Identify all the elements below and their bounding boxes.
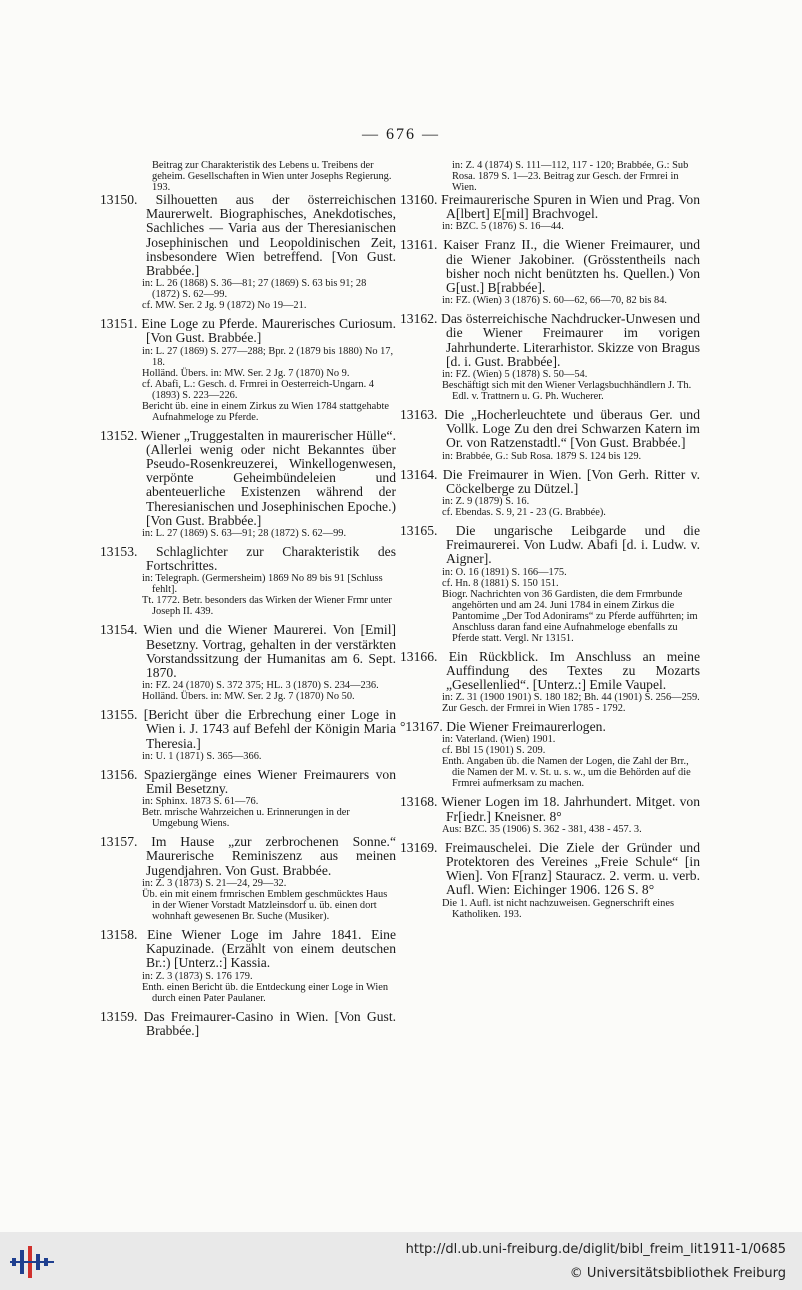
right-entries xyxy=(400,193,700,920)
bibliography-entry xyxy=(400,193,700,232)
entry-note: in: FZ. (Wien) 3 (1876) S. 60—62, 66—70, 82 bis 84. xyxy=(442,295,667,307)
entry-note: Tt. 1772. Betr. besonders das Wirken der Wiener Frmr unter Joseph II. 439. xyxy=(142,595,392,618)
bibliography-entry xyxy=(400,408,700,462)
left-intro: Beitrag zur Charakteristik des Lebens u. Treibens der geheim. Gesellschaften in Wien unter Josephs Regierung. 193. xyxy=(152,160,392,193)
entry-note: in: U. 1 (1871) S. 365—366. xyxy=(142,750,262,762)
entry-note: in: FZ. (Wien) 5 (1878) S. 50—54. xyxy=(442,369,588,381)
bibliography-entry xyxy=(400,720,700,789)
ub-freiburg-logo-icon xyxy=(10,1244,54,1280)
bibliography-entry xyxy=(100,928,396,1004)
entry-note: Enth. einen Bericht üb. die Entdeckung einer Loge in Wien durch einen Pater Paulaner. xyxy=(142,981,389,1004)
bibliography-entry xyxy=(100,1010,396,1038)
bibliography-entry xyxy=(100,835,396,922)
bibliography-entry xyxy=(100,545,396,617)
right-intro: in: Z. 4 (1874) S. 111—112, 117 - 120; Brabbée, G.: Sub Rosa. 1879 S. 1—23. Beitrag zur Gesch. der Frmrei in Wien. xyxy=(452,160,689,193)
bibliography-entry xyxy=(100,429,396,539)
entry-note: cf. Ebendas. S. 9, 21 - 23 (G. Brabbée). xyxy=(442,507,606,519)
copyright-notice: © Universitätsbibliothek Freiburg xyxy=(569,1266,786,1281)
entry-note: in: Brabbée, G.: Sub Rosa. 1879 S. 124 bis 129. xyxy=(442,450,642,462)
entry-note: Aus: BZC. 35 (1906) S. 362 - 381, 438 - 457. 3. xyxy=(442,823,642,835)
bibliography-entry xyxy=(400,468,700,518)
entry-note: in: Z. 31 (1900 1901) S. 180 182; Bh. 44 (1901) S. 256—259. xyxy=(442,692,700,704)
entry-note: cf. Abafi, L.: Gesch. d. Frmrei in Oesterreich-Ungarn. 4 (1893) S. 223—226. xyxy=(142,378,374,401)
left-entries xyxy=(100,193,396,1038)
entry-heading: 13152. Wiener „Truggestalten in maurerischer Hülle“. (Allerlei wenig oder nicht Bekanntes über Pseudo-Rosenkreuzerei, Winkellogenwesen, verpönte Geheimbündeleien und abenteuerliche Existenzen während der Theresianischen und Josephinischen Epoche.) [Von Gust. Brabbée.] xyxy=(100,427,396,528)
entry-note: in: L. 27 (1869) S. 63—91; 28 (1872) S. 62—99. xyxy=(142,528,347,540)
entry-note: in: Telegraph. (Germersheim) 1869 No 89 bis 91 [Schluss fehlt]. xyxy=(142,573,383,596)
entry-heading: 13166. Ein Rückblick. Im Anschluss an meine Auffindung des Textes zu Mozarts „Gesellenlied“. [Unterz.:] Emile Vaupel. xyxy=(400,648,700,693)
entry-note: cf. Hn. 8 (1881) S. 150 151. xyxy=(442,577,559,589)
entry-heading: 13156. Spaziergänge eines Wiener Freimaurers von Emil Besetzny. xyxy=(100,766,396,797)
entry-heading: 13162. Das österreichische Nachdrucker-Unwesen und die Wiener Freimaurer im vorigen Jahrhunderte. Literarhistor. Skizze von Bragus [d. i. Gust. Brabbée]. xyxy=(400,311,700,369)
entry-heading: 13159. Das Freimaurer-Casino in Wien. [Von Gust. Brabbée.] xyxy=(100,1008,396,1038)
bibliography-entry xyxy=(400,238,700,306)
entry-heading: 13161. Kaiser Franz II., die Wiener Freimaurer, und die Wiener Jakobiner. (Grösstentheils nach bisher noch nicht benützten hs. Quellen.) Von G[ust.] B[rabbée]. xyxy=(400,237,700,296)
bibliography-entry xyxy=(100,768,396,829)
bibliography-entry xyxy=(100,623,396,702)
entry-heading: 13169. Freimauschelei. Die Ziele der Gründer und Protektoren des Vereines „Freie Schule“ [in Wien]. Von F[ranz] Stauracz. 2. verm. u. verb. Aufl. Wien: Eichinger 1906. 126 S. 8° xyxy=(400,839,700,898)
entry-note: cf. MW. Ser. 2 Jg. 9 (1872) No 19—21. xyxy=(142,300,307,312)
page-number: — 676 — xyxy=(362,126,440,143)
entry-note: in: Z. 9 (1879) S. 16. xyxy=(442,496,530,508)
entry-heading: 13160. Freimaurerische Spuren in Wien und Prag. Von A[lbert] E[mil] Brachvogel. xyxy=(400,192,700,222)
entry-heading: 13158. Eine Wiener Loge im Jahre 1841. Eine Kapuzinade. (Erzählt von einem deutschen Br.:) [Unterz.:] Kassia. xyxy=(100,926,396,971)
bibliography-entry xyxy=(100,317,396,422)
entry-note: in: Z. 3 (1873) S. 176 179. xyxy=(142,970,253,982)
bibliography-entry xyxy=(400,524,700,644)
entry-note: cf. Bbl 15 (1901) S. 209. xyxy=(442,745,546,757)
entry-heading: 13164. Die Freimaurer in Wien. [Von Gerh. Ritter v. Cöckelberge zu Dützel.] xyxy=(400,466,700,496)
entry-note: in: Sphinx. 1873 S. 61—76. xyxy=(142,796,259,808)
entry-heading: 13165. Die ungarische Leibgarde und die Freimaurerei. Von Ludw. Abafi [d. i. Ludw. v. Aigner]. xyxy=(400,523,700,567)
bibliography-entry xyxy=(400,312,700,402)
entry-note: Holländ. Übers. in: MW. Ser. 2 Jg. 7 (1870) No 9. xyxy=(142,367,350,379)
entry-note: Bericht üb. eine in einem Zirkus zu Wien 1784 stattgehabte Aufnahmeloge zu Pferde. xyxy=(142,400,389,423)
bibliography-entry xyxy=(400,841,700,920)
entry-note: Holländ. Übers. in: MW. Ser. 2 Jg. 7 (1870) No 50. xyxy=(142,691,355,703)
bibliography-entry xyxy=(100,708,396,762)
entry-note: in: Vaterland. (Wien) 1901. xyxy=(442,734,556,746)
document-url-link[interactable]: http://dl.ub.uni-freiburg.de/diglit/bibl_freim_lit1911-1/0685 xyxy=(405,1242,786,1257)
entry-note: Beschäftigt sich mit den Wiener Verlagsbuchhändlern J. Th. Edl. v. Trattnern u. G. Ph. Wucherer. xyxy=(442,380,692,403)
entry-heading: 13150. Silhouetten aus der österreichischen Maurerwelt. Biographisches, Anekdotisches, Sachliches — Varia aus der Theresianischen Josephinischen und Leopoldinischen Zeit, insbesondere Wien betreffend. [Von Gust. Brabbée.] xyxy=(100,192,396,279)
entry-note: in: Z. 3 (1873) S. 21—24, 29—32. xyxy=(142,877,287,889)
entry-heading: 13153. Schlaglichter zur Charakteristik des Fortschrittes. xyxy=(100,544,396,574)
right-column xyxy=(400,160,700,926)
bibliography-entry xyxy=(400,650,700,715)
entry-note: in: O. 16 (1891) S. 166—175. xyxy=(442,566,567,578)
entry-heading: 13157. Im Hause „zur zerbrochenen Sonne.“ Maurerische Reminiszenz aus meinen Jugendjahren. Von Gust. Brabbée. xyxy=(100,834,396,878)
entry-note: in: L. 27 (1869) S. 277—288; Bpr. 2 (1879 bis 1880) No 17, 18. xyxy=(142,345,394,368)
entry-heading: 13154. Wien und die Wiener Maurerei. Von [Emil] Besetzny. Vortrag, gehalten in der verstärkten Vorstandssitzung der Humanitas am 6. Sept. 1870. xyxy=(100,622,396,681)
entry-heading: °13167. Die Wiener Freimaurerlogen. xyxy=(400,719,606,735)
entry-heading: 13155. [Bericht über die Erbrechung einer Loge in Wien i. J. 1743 auf Befehl der Königin Maria Theresia.] xyxy=(100,707,396,751)
entry-note: Enth. Angaben üb. die Namen der Logen, die Zahl der Brr., die Namen der M. v. St. u. s. w., um die Behörden auf die Frmrei aufmerksam zu machen. xyxy=(442,756,691,790)
bibliography-entry xyxy=(100,193,396,311)
entry-note: in: BZC. 5 (1876) S. 16—44. xyxy=(442,221,564,233)
viewer-footer xyxy=(0,1232,802,1290)
entry-note: Biogr. Nachrichten von 36 Gardisten, die dem Frmrbunde angehörten und am 24. Juni 1784 in einem Zirkus die Pantomime „Der Tod Adonirams“ zu Pferde aufführten; im Anschluss daran fand eine Aufnahmeloge ebenfalls zu Pferde statt. Vergl. Nr 13151. xyxy=(442,588,698,644)
entry-heading: 13163. Die „Hocherleuchtete und überaus Ger. und Vollk. Loge Zu den drei Schwarzen Katern im Or. von Ratzenstadtl.“ [Von Gust. Brabbée.] xyxy=(400,407,700,451)
entry-note: in: FZ. 24 (1870) S. 372 375; HL. 3 (1870) S. 234—236. xyxy=(142,680,379,692)
left-column xyxy=(100,160,396,1044)
bibliography-entry xyxy=(400,795,700,834)
entry-note: Zur Gesch. der Frmrei in Wien 1785 - 1792. xyxy=(442,703,626,715)
entry-note: Die 1. Aufl. ist nicht nachzuweisen. Gegnerschrift eines Katholiken. 193. xyxy=(442,897,674,920)
entry-note: Betr. mrische Wahrzeichen u. Erinnerungen in der Umgebung Wiens. xyxy=(142,807,350,830)
entry-heading: 13168. Wiener Logen im 18. Jahrhundert. Mitget. von Fr[iedr.] Kneisner. 8° xyxy=(400,794,700,824)
entry-note: in: L. 26 (1868) S. 36—81; 27 (1869) S. 63 bis 91; 28 (1872) S. 62—99. xyxy=(142,278,367,301)
entry-note: Üb. ein mit einem frmrischen Emblem geschmücktes Haus in der Wiener Vorstadt Matzleinsdorf u. üb. einen dort wohnhaft gewesenen Br. Suche (Musiker). xyxy=(142,888,388,922)
entry-heading: 13151. Eine Loge zu Pferde. Maurerisches Curiosum. [Von Gust. Brabbée.] xyxy=(100,316,396,346)
